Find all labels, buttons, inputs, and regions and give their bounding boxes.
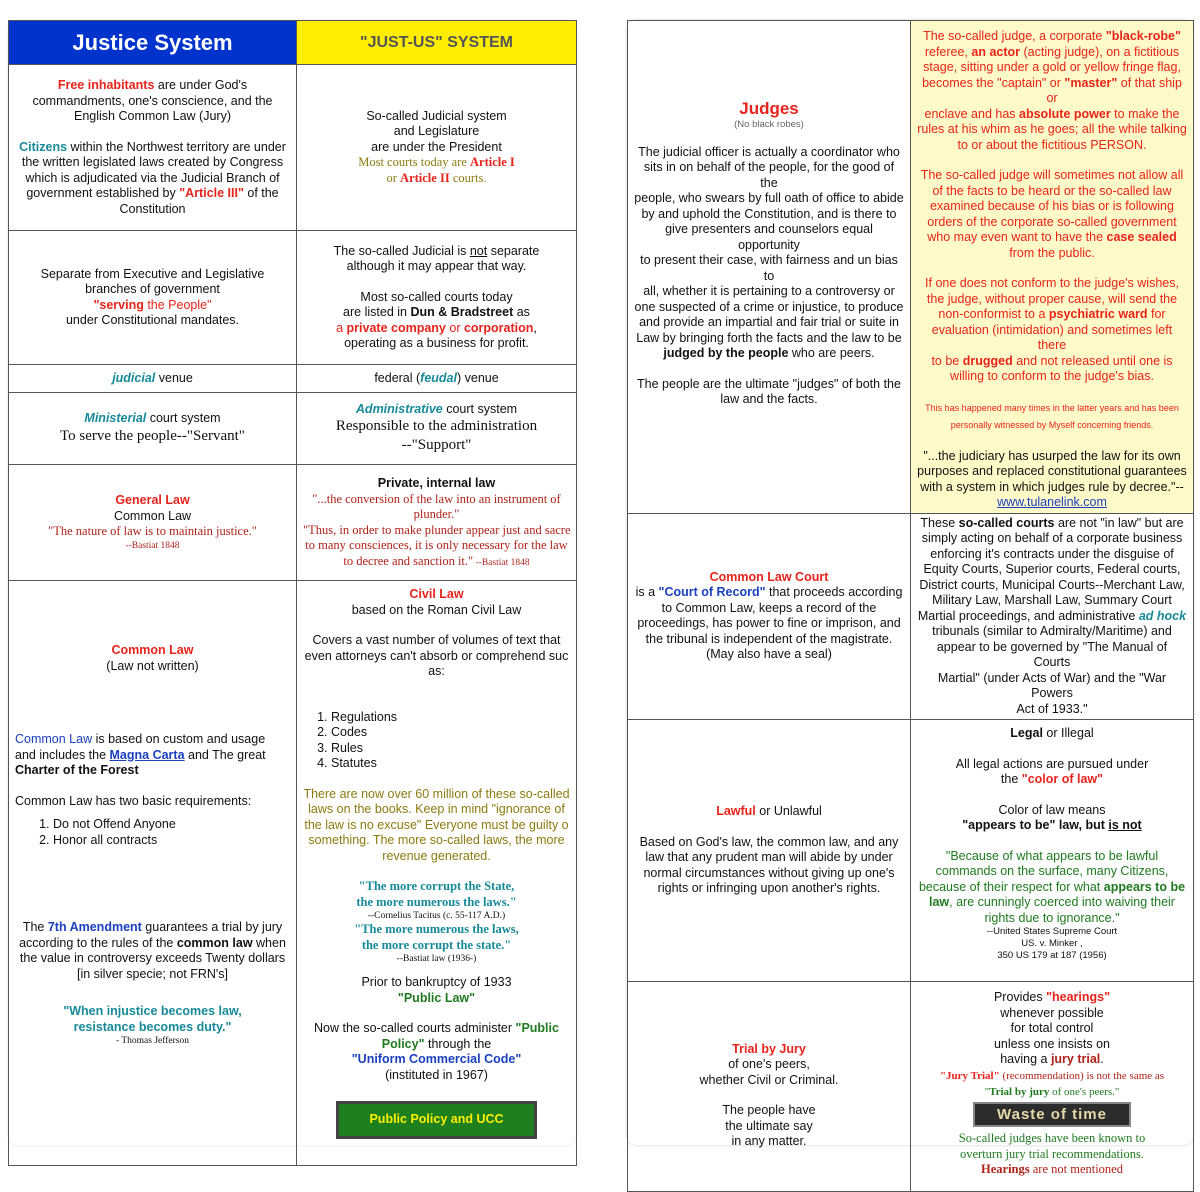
right-panel [627, 20, 1193, 1176]
list-item: 4. Statutes [331, 756, 570, 772]
tulanelink-link[interactable]: www.tulanelink.com [997, 495, 1107, 509]
just-us-system-header: "JUST-US" SYSTEM [297, 21, 577, 65]
table-row [9, 581, 577, 1166]
cell-trial-by-jury: Trial by Jury of one's peers, whether Civil or Criminal. The people have the ultimate say in any matter. [628, 982, 911, 1192]
cell-separate-branches: Separate from Executive and Legislative branches of government "serving the People" under Constitutional mandates. [9, 231, 297, 365]
list-item: 1. Regulations [331, 710, 570, 726]
cell-federal-venue: federal (feudal) venue [297, 365, 577, 393]
list-item: 1. Do not Offend Anyone [53, 817, 290, 833]
cell-so-called-judge: The so-called judge, a corporate "black-robe" referee, an actor (acting judge), on a fictitious stage, sitting under a gold or yellow fringe flag, becomes the "captain" or "master" of that ship or enclave and has absolute power to make the rules at his whim as he goes; all the while talking to or about the fictitious PERSON. The so-called judge will sometimes not allow all of the facts to be heard or the so-called law examined because of his bias or is following orders of the corporate so-called government who may even want to have the case sealed from the public. If one does not conform to the judge's wishes, the judge, without proper cause, will send the non-conformist to a psychiatric ward for evaluation (intimidation) and sometimes left there to be drugged and not released until one is willing to conform to the judge's bias. This has happened many times in the latter years and has been personally witnessed by Myself concerning friends. "...the judiciary has usurped the law for its own purposes and replaced constitutional guarantees with a system in which judges rule by decree."-- www.tulanelink.com [911, 21, 1194, 514]
cell-ministerial: Ministerial court system To serve the people--"Servant" [9, 393, 297, 465]
cell-administrative: Administrative court system Responsible to the administration --"Support" [297, 393, 577, 465]
table-row [9, 231, 577, 365]
cell-common-law-court: Common Law Court is a "Court of Record" that proceeds according to Common Law, keeps a record of the proceedings, has power to fine or imprison, and the tribunal is independent of the magistrate. (May also have a seal) [628, 513, 911, 720]
table-row [628, 982, 1194, 1192]
table-row [9, 65, 577, 231]
right-comparison-table [627, 20, 1194, 1192]
cell-so-called-courts: These so-called courts are not "in law" but are simply acting on behalf of a corporate business enforcing it's contracts under the disguise of Equity Courts, Superior courts, Federal courts, District courts, Municipal Courts--Merchant Law, Military Law, Marshall Law, Summary Court Martial proceedings, and administrative ad hock tribunals (similar to Admiralty/Maritime) and appear to be governed by "The Manual of Courts Martial" (under Acts of War) and the "War Powers Act of 1933." [911, 513, 1194, 720]
cell-hearings: Provides "hearings" whenever possible for total control unless one insists on having a jury trial. "Jury Trial" (recommendation) is not the same as "Trial by jury of one's peers." Waste of time So-called judges have been known to overturn jury trial recommendations. Hearings are not mentioned [911, 982, 1194, 1192]
table-row [9, 393, 577, 465]
public-policy-ucc-banner: Public Policy and UCC [336, 1101, 536, 1139]
magna-carta-link[interactable]: Magna Carta [109, 747, 185, 762]
list-item: 3. Rules [331, 741, 570, 757]
cell-so-called-judicial: So-called Judicial system and Legislature are under the President Most courts today are Article I or Article II courts. [297, 65, 577, 231]
cell-lawful: Lawful or Unlawful Based on God's law, the common law, and any law that any prudent man will abide by under normal circumstances without giving up one's rights or infringing upon another's rights. [628, 720, 911, 982]
cell-judges: Judges (No black robes) The judicial officer is actually a coordinator who sits in on behalf of the people, for the good of the people, who swears by full oath of office to abide by and uphold the Constitution, and is there to give presenters and counselors equal opportunity to present their case, with fairness and un bias to all, whether it is pertaining to a controversy or one suspected of a crime or injustice, to produce and provide an impartial and fair trial or suite in Law by bringing forth the facts and the law to be judged by the people who are peers. The people are the ultimate "judges" of both the law and the facts. [628, 21, 911, 514]
cell-not-separate: The so-called Judicial is not separate although it may appear that way. Most so-called courts today are listed in Dun & Bradstreet as a private company or corporation, operating as a business for profit. [297, 231, 577, 365]
list-item: 2. Codes [331, 725, 570, 741]
cell-judicial-venue: judicial venue [9, 365, 297, 393]
cell-free-inhabitants: Free inhabitants are under God's commandments, one's conscience, and the English Common Law (Jury) Citizens within the Northwest territory are under the written legislated laws created by Congress which is adjudicated via the Judicial Branch of government established by "Article III" of the Constitution [9, 65, 297, 231]
left-panel [8, 20, 576, 1145]
list-item: 2. Honor all contracts [53, 833, 290, 849]
left-comparison-table [8, 20, 577, 1166]
cell-civil-law: Civil Law based on the Roman Civil Law Covers a vast number of volumes of text that even attorneys can't absorb or comprehend suc as: 1. Regulations 2. Codes 3. Rules 4. Statutes There are now over 60 million of these so-called laws on the books. Keep in mind "ignorance of the law is no excuse" Everyone must be guilty o something. The more so-called laws, the more revenue generated. "The more corrupt the State, the more numerous the laws." --Cornelius Tacitus (c. 55-117 A.D.) "The more numerous the laws, the more corrupt the state." --Bastiat law (1936-) Prior to bankruptcy of 1933 "Public Law" Now the so-called courts administer "Public Policy" through the "Uniform Commercial Code" (instituted in 1967) Public Policy and UCC [297, 581, 577, 1166]
table-row [628, 720, 1194, 982]
cell-legal: Legal or Illegal All legal actions are pursued under the "color of law" Color of law means "appears to be" law, but is not "Because of what appears to be lawful commands on the surface, many Citizens, because of their respect for what appears to be law, are cunningly coerced into waiving their rights due to ignorance." --United States Supreme Court US. v. Minker , 350 US 179 at 187 (1956) [911, 720, 1194, 982]
waste-of-time-badge: Waste of time [973, 1102, 1131, 1128]
left-header-row [9, 21, 577, 65]
justice-system-header: Justice System [9, 21, 297, 65]
cell-common-law: Common Law (Law not written) Common Law is based on custom and usage and includes the Magna Carta and The great Charter of the Forest Common Law has two basic requirements: 1. Do not Offend Anyone 2. Honor all contracts The 7th Amendment guarantees a trial by jury according to the rules of the common law when the value in controversy exceeds Twenty dollars [in silver specie; not FRN's] "When injustice becomes law, resistance becomes duty." - Thomas Jefferson [9, 581, 297, 1166]
table-row [628, 513, 1194, 720]
table-row [9, 465, 577, 581]
table-row [628, 21, 1194, 514]
cell-general-law: General Law Common Law "The nature of law is to maintain justice." --Bastiat 1848 [9, 465, 297, 581]
cell-private-law: Private, internal law "...the conversion of the law into an instrument of plunder." "Thus, in order to make plunder appear just and sacre to many consciences, it is only necessary for the law to decree and sanction it." --Bastiat 1848 [297, 465, 577, 581]
table-row [9, 365, 577, 393]
